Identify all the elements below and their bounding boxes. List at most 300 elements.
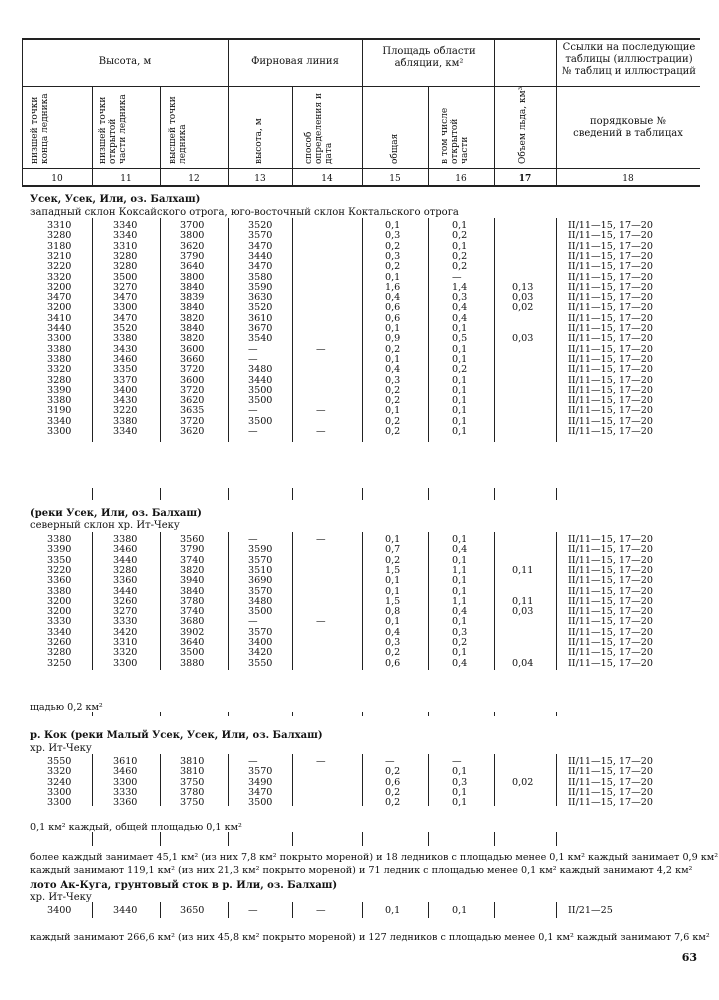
col-divider: [362, 38, 363, 185]
table-cell: 3520: [248, 302, 273, 314]
table-cell: 3280: [113, 261, 138, 273]
table-cell: 3570: [248, 554, 273, 566]
column-separator: [362, 712, 363, 716]
table-cell: 3520: [113, 323, 138, 334]
column-separator: [92, 488, 93, 500]
table-cell: 3470: [113, 312, 138, 324]
table-cell: 0,13: [512, 281, 534, 293]
table-cell: 3300: [113, 776, 138, 788]
section4-summary: каждый занимают 266,6 км² (из них 45,8 км² покрыто мореной) и 127 ледников с площадью менее 0,1 км² каждый занимают 7,6 км²: [30, 932, 710, 943]
table-cell: 0,1: [452, 240, 468, 252]
table-row: [0, 545, 719, 555]
table-cell: 3610: [113, 756, 138, 767]
table-cell: 0,1: [452, 323, 468, 334]
table-cell: 3430: [113, 395, 138, 407]
table-cell: 0,2: [385, 395, 401, 407]
table-cell: 3700: [180, 220, 205, 231]
table-cell: —: [316, 405, 326, 417]
table-cell: 0,2: [385, 343, 401, 355]
table-cell: 3520: [248, 220, 273, 231]
table-cell: II/11—15, 17—20: [568, 564, 653, 576]
table-cell: 3570: [248, 585, 273, 597]
table-cell: 0,02: [512, 302, 534, 314]
column-separator: [292, 488, 293, 500]
table-cell: 0,1: [385, 271, 401, 283]
col-num-12: 12: [188, 174, 200, 184]
col-num-18: 18: [622, 174, 634, 184]
table-cell: 0,1: [385, 323, 401, 334]
table-cell: II/11—15, 17—20: [568, 606, 653, 618]
col-divider: [428, 86, 429, 185]
section3-summary2: каждый занимают 119,1 км² (из них 21,3 км² покрыто мореной) и 71 ледник с площадью менее 0,1 км² каждый занимают 4,2 км²: [30, 865, 693, 876]
header-num-rule: [22, 168, 700, 169]
table-cell: —: [316, 534, 326, 545]
table-cell: II/11—15, 17—20: [568, 353, 653, 365]
table-cell: 3200: [47, 595, 72, 607]
table-cell: 3500: [248, 606, 273, 618]
table-cell: 3440: [113, 585, 138, 597]
table-cell: 3250: [47, 657, 72, 669]
table-cell: 3610: [248, 312, 273, 324]
table-cell: 3490: [248, 776, 273, 788]
table-cell: 0,1: [452, 405, 468, 417]
col-divider: [292, 86, 293, 185]
header-c10: низшей точки конца ледника: [30, 93, 50, 164]
table-cell: II/11—15, 17—20: [568, 374, 653, 386]
table-cell: 3340: [47, 626, 72, 638]
column-separator: [494, 712, 495, 716]
table-cell: —: [248, 343, 258, 355]
table-cell: 3670: [248, 323, 273, 334]
table-cell: 3550: [47, 756, 72, 767]
header-c13: высота, м: [254, 118, 264, 164]
table-cell: II/11—15, 17—20: [568, 415, 653, 427]
header-height: Высота, м: [98, 56, 152, 67]
table-cell: 3320: [47, 364, 72, 376]
col-divider: [494, 38, 495, 185]
table-cell: 0,4: [385, 292, 401, 304]
table-cell: 0,02: [512, 776, 534, 788]
table-cell: II/11—15, 17—20: [568, 647, 653, 659]
table-cell: 3580: [248, 271, 273, 283]
table-cell: 3640: [180, 637, 205, 648]
column-separator: [428, 832, 429, 846]
table-cell: II/11—15, 17—20: [568, 384, 653, 396]
table-cell: —: [248, 353, 258, 365]
column-separator: [362, 832, 363, 846]
table-cell: 0,2: [385, 240, 401, 252]
table-cell: 0,2: [452, 364, 468, 376]
table-cell: 3840: [180, 302, 205, 314]
table-cell: 0,1: [452, 616, 468, 628]
table-cell: 3690: [248, 575, 273, 587]
table-cell: 1,5: [385, 564, 401, 576]
table-cell: 3470: [113, 292, 138, 304]
table-cell: 0,2: [385, 415, 401, 427]
table-cell: 3840: [180, 323, 205, 334]
table-cell: 3200: [47, 302, 72, 314]
table-cell: 0,1: [452, 905, 468, 916]
table-cell: 3500: [113, 271, 138, 283]
column-separator: [228, 712, 229, 716]
table-cell: 3260: [47, 637, 72, 648]
table-cell: 0,1: [452, 343, 468, 355]
table-cell: 0,2: [385, 384, 401, 396]
table-cell: 3220: [47, 261, 72, 273]
table-cell: 3660: [180, 353, 205, 365]
table-cell: —: [385, 756, 395, 767]
header-ice-volume: Объем льда, км³: [518, 86, 528, 164]
table-cell: 3310: [113, 637, 138, 648]
table-cell: 3390: [47, 544, 72, 556]
table-cell: II/11—15, 17—20: [568, 786, 653, 798]
header-ablation: Площадь области абляции, км²: [382, 46, 476, 69]
table-cell: 3460: [113, 766, 138, 778]
table-cell: 0,1: [385, 534, 401, 545]
table-cell: II/21—25: [568, 905, 613, 916]
table-cell: II/11—15, 17—20: [568, 426, 653, 437]
table-cell: 3360: [113, 797, 138, 809]
table-row: [0, 273, 719, 283]
table-cell: 3380: [113, 534, 138, 545]
col-divider: [92, 86, 93, 185]
table-cell: 3820: [180, 333, 205, 345]
section1-title: Усек, Усек, Или, оз. Балхаш): [30, 194, 201, 205]
table-cell: —: [248, 756, 258, 767]
table-cell: 3330: [47, 616, 72, 628]
table-cell: 3440: [113, 905, 138, 916]
section2-subtitle: северный склон хр. Ит-Чеку: [30, 520, 180, 531]
table-cell: —: [248, 534, 258, 545]
table-cell: 3440: [248, 374, 273, 386]
table-row: [0, 576, 719, 586]
table-cell: 3390: [47, 384, 72, 396]
col-num-16: 16: [455, 174, 467, 184]
table-cell: 0,3: [452, 626, 468, 638]
table-cell: 0,11: [512, 564, 534, 576]
refs-sub-rule: [556, 86, 700, 87]
table-cell: 3902: [180, 626, 205, 638]
table-cell: 0,2: [452, 230, 468, 242]
table-row: [0, 376, 719, 386]
header-c11: низшей точки открытой части ледника: [98, 94, 128, 164]
table-cell: 3240: [47, 776, 72, 788]
table-cell: 3380: [113, 333, 138, 345]
table-cell: 0,5: [452, 333, 468, 345]
table-cell: 3320: [47, 271, 72, 283]
table-cell: II/11—15, 17—20: [568, 343, 653, 355]
column-separator: [160, 712, 161, 716]
table-cell: —: [316, 905, 326, 916]
table-cell: II/11—15, 17—20: [568, 261, 653, 273]
table-cell: 0,7: [385, 544, 401, 556]
table-cell: 0,4: [385, 364, 401, 376]
table-cell: 0,2: [385, 797, 401, 809]
table-cell: 3180: [47, 240, 72, 252]
section3-title: р. Кок (реки Малый Усек, Усек, Или, оз. Балхаш): [30, 730, 323, 741]
table-cell: 3510: [248, 564, 273, 576]
table-cell: 3270: [113, 606, 138, 618]
header-refs-sub: порядковые № сведений в таблицах: [573, 116, 683, 139]
table-cell: 3330: [113, 616, 138, 628]
table-cell: 0,2: [452, 637, 468, 648]
table-cell: 3280: [113, 564, 138, 576]
table-cell: 0,1: [452, 353, 468, 365]
table-cell: 3210: [47, 250, 72, 262]
table-cell: 0,1: [385, 585, 401, 597]
table-cell: 0,1: [452, 554, 468, 566]
table-cell: 3300: [47, 333, 72, 345]
table-cell: 3280: [113, 250, 138, 262]
table-cell: 3260: [113, 595, 138, 607]
table-cell: 3600: [180, 374, 205, 386]
table-cell: II/11—15, 17—20: [568, 544, 653, 556]
header-c14: способ определения и дата: [304, 93, 334, 164]
table-cell: II/11—15, 17—20: [568, 626, 653, 638]
section4-subtitle: хр. Ит-Чеку: [30, 892, 92, 903]
table-cell: 0,03: [512, 292, 534, 304]
table-cell: II/11—15, 17—20: [568, 323, 653, 334]
table-cell: 3600: [180, 343, 205, 355]
table-cell: 0,1: [385, 616, 401, 628]
table-cell: 3340: [113, 426, 138, 437]
table-cell: 3590: [248, 544, 273, 556]
column-separator: [428, 488, 429, 500]
table-cell: 3320: [113, 647, 138, 659]
table-row: [0, 303, 719, 313]
section2-note: щадью 0,2 км²: [30, 702, 103, 713]
table-cell: 3470: [248, 240, 273, 252]
table-cell: 1,5: [385, 595, 401, 607]
col-divider: [160, 86, 161, 185]
table-cell: 1,1: [452, 595, 468, 607]
table-cell: 3940: [180, 575, 205, 587]
column-separator: [160, 832, 161, 846]
table-cell: 3750: [180, 797, 205, 809]
table-cell: 3839: [180, 292, 205, 304]
section2-title: (реки Усек, Или, оз. Балхаш): [30, 508, 202, 519]
table-cell: 3790: [180, 544, 205, 556]
table-cell: 3470: [248, 786, 273, 798]
table-cell: —: [316, 756, 326, 767]
table-cell: 0,2: [385, 766, 401, 778]
header-c16: в том числе открытой части: [440, 107, 470, 164]
table-cell: —: [452, 271, 462, 283]
table-cell: 0,1: [452, 797, 468, 809]
column-separator: [494, 488, 495, 500]
column-separator: [292, 712, 293, 716]
table-cell: —: [316, 426, 326, 437]
table-cell: 0,1: [452, 585, 468, 597]
table-cell: 3500: [180, 647, 205, 659]
table-cell: 0,3: [385, 250, 401, 262]
table-row: [0, 365, 719, 375]
table-cell: —: [248, 405, 258, 417]
table-cell: —: [248, 905, 258, 916]
table-cell: 3780: [180, 786, 205, 798]
table-cell: 3540: [248, 333, 273, 345]
table-cell: 3220: [113, 405, 138, 417]
table-cell: 3720: [180, 415, 205, 427]
table-cell: 3380: [113, 415, 138, 427]
header-refs: Ссылки на последующие таблицы (иллюстрации) № таблиц и иллюстраций: [562, 42, 696, 77]
table-cell: 3360: [47, 575, 72, 587]
table-cell: 3340: [47, 415, 72, 427]
table-cell: 1,4: [452, 281, 468, 293]
table-cell: 3350: [47, 554, 72, 566]
table-cell: 3500: [248, 384, 273, 396]
table-cell: II/11—15, 17—20: [568, 312, 653, 324]
table-cell: II/11—15, 17—20: [568, 554, 653, 566]
table-cell: 1,1: [452, 564, 468, 576]
table-cell: 3400: [113, 384, 138, 396]
table-cell: 3840: [180, 281, 205, 293]
table-cell: 3440: [248, 250, 273, 262]
table-cell: 0,4: [452, 657, 468, 669]
table-cell: 3380: [47, 353, 72, 365]
table-cell: 3590: [248, 281, 273, 293]
table-cell: 0,2: [385, 786, 401, 798]
table-cell: II/11—15, 17—20: [568, 395, 653, 407]
table-cell: 3440: [47, 323, 72, 334]
table-cell: 3630: [248, 292, 273, 304]
header-c12: высшей точки ледника: [168, 96, 188, 164]
table-cell: II/11—15, 17—20: [568, 756, 653, 767]
column-separator: [228, 488, 229, 500]
table-cell: 0,1: [452, 426, 468, 437]
section3-subtitle: хр. Ит-Чеку: [30, 743, 92, 754]
table-cell: 3500: [248, 415, 273, 427]
table-cell: 3640: [180, 261, 205, 273]
table-row: [0, 406, 719, 416]
table-cell: 0,1: [452, 786, 468, 798]
table-cell: 3680: [180, 616, 205, 628]
table-cell: 3800: [180, 230, 205, 242]
table-cell: 1,6: [385, 281, 401, 293]
table-row: [0, 906, 719, 916]
table-cell: II/11—15, 17—20: [568, 534, 653, 545]
table-cell: 0,2: [385, 647, 401, 659]
table-cell: 0,03: [512, 333, 534, 345]
table-cell: 0,2: [385, 426, 401, 437]
table-cell: II/11—15, 17—20: [568, 637, 653, 648]
table-row: [0, 767, 719, 777]
table-cell: 0,2: [385, 554, 401, 566]
table-cell: 3340: [113, 220, 138, 231]
table-cell: 0,1: [452, 575, 468, 587]
table-cell: 0,1: [452, 395, 468, 407]
table-cell: 0,1: [452, 647, 468, 659]
table-cell: —: [316, 616, 326, 628]
col-num-11: 11: [120, 174, 132, 184]
table-cell: 3350: [113, 364, 138, 376]
table-cell: II/11—15, 17—20: [568, 766, 653, 778]
table-cell: 3310: [113, 240, 138, 252]
table-cell: 0,6: [385, 776, 401, 788]
table-cell: 3460: [113, 353, 138, 365]
table-cell: II/11—15, 17—20: [568, 250, 653, 262]
table-cell: 3480: [248, 595, 273, 607]
column-separator: [92, 832, 93, 846]
table-cell: 0,11: [512, 595, 534, 607]
table-cell: 3220: [47, 564, 72, 576]
table-cell: 0,1: [385, 405, 401, 417]
table-cell: 0,9: [385, 333, 401, 345]
column-separator: [428, 712, 429, 716]
table-cell: 0,1: [385, 905, 401, 916]
col-num-14: 14: [321, 174, 333, 184]
table-cell: 3820: [180, 564, 205, 576]
table-cell: 3280: [47, 230, 72, 242]
table-cell: 0,4: [452, 544, 468, 556]
table-cell: —: [248, 426, 258, 437]
column-separator: [556, 488, 557, 500]
table-cell: 3430: [113, 343, 138, 355]
table-cell: 0,1: [452, 766, 468, 778]
table-cell: 0,4: [452, 606, 468, 618]
table-cell: 3750: [180, 776, 205, 788]
table-row: [0, 617, 719, 627]
table-cell: 0,1: [452, 374, 468, 386]
table-cell: 0,04: [512, 657, 534, 669]
table-cell: 3310: [47, 220, 72, 231]
table-cell: 3880: [180, 657, 205, 669]
table-row: [0, 648, 719, 658]
column-separator: [556, 832, 557, 846]
table-cell: 0,2: [385, 261, 401, 273]
section1-subtitle: западный склон Коксайского отрога, юго-восточный склон Коктальского отрога: [30, 207, 459, 218]
col-num-17: 17: [518, 174, 532, 184]
table-cell: 3480: [248, 364, 273, 376]
table-row: [0, 262, 719, 272]
column-separator: [556, 712, 557, 716]
table-cell: 3200: [47, 606, 72, 618]
col-num-10: 10: [51, 174, 63, 184]
table-cell: 3410: [47, 312, 72, 324]
table-cell: 0,3: [385, 230, 401, 242]
table-cell: II/11—15, 17—20: [568, 240, 653, 252]
table-cell: 0,6: [385, 312, 401, 324]
table-cell: 3550: [248, 657, 273, 669]
table-cell: 3380: [47, 343, 72, 355]
table-cell: II/11—15, 17—20: [568, 302, 653, 314]
col-divider: [556, 38, 557, 185]
table-cell: 0,6: [385, 657, 401, 669]
table-cell: —: [452, 756, 462, 767]
page-number: 63: [681, 951, 697, 964]
header-firn: Фирновая линия: [251, 56, 339, 67]
table-cell: II/11—15, 17—20: [568, 271, 653, 283]
table-cell: 0,6: [385, 302, 401, 314]
table-cell: 3820: [180, 312, 205, 324]
table-cell: 3470: [248, 261, 273, 273]
column-separator: [494, 832, 495, 846]
section3-note: 0,1 км² каждый, общей площадью 0,1 км²: [30, 822, 242, 833]
header-bottom-rule: [22, 185, 700, 187]
col-num-13: 13: [254, 174, 266, 184]
col-num-15: 15: [389, 174, 401, 184]
table-cell: II/11—15, 17—20: [568, 797, 653, 809]
table-cell: 3720: [180, 384, 205, 396]
table-cell: 0,4: [452, 302, 468, 314]
table-cell: 3270: [113, 281, 138, 293]
table-cell: II/11—15, 17—20: [568, 575, 653, 587]
table-cell: 3570: [248, 626, 273, 638]
table-cell: 0,3: [385, 374, 401, 386]
table-cell: 3380: [47, 585, 72, 597]
table-cell: 3840: [180, 585, 205, 597]
header-c15: общая: [390, 133, 400, 164]
